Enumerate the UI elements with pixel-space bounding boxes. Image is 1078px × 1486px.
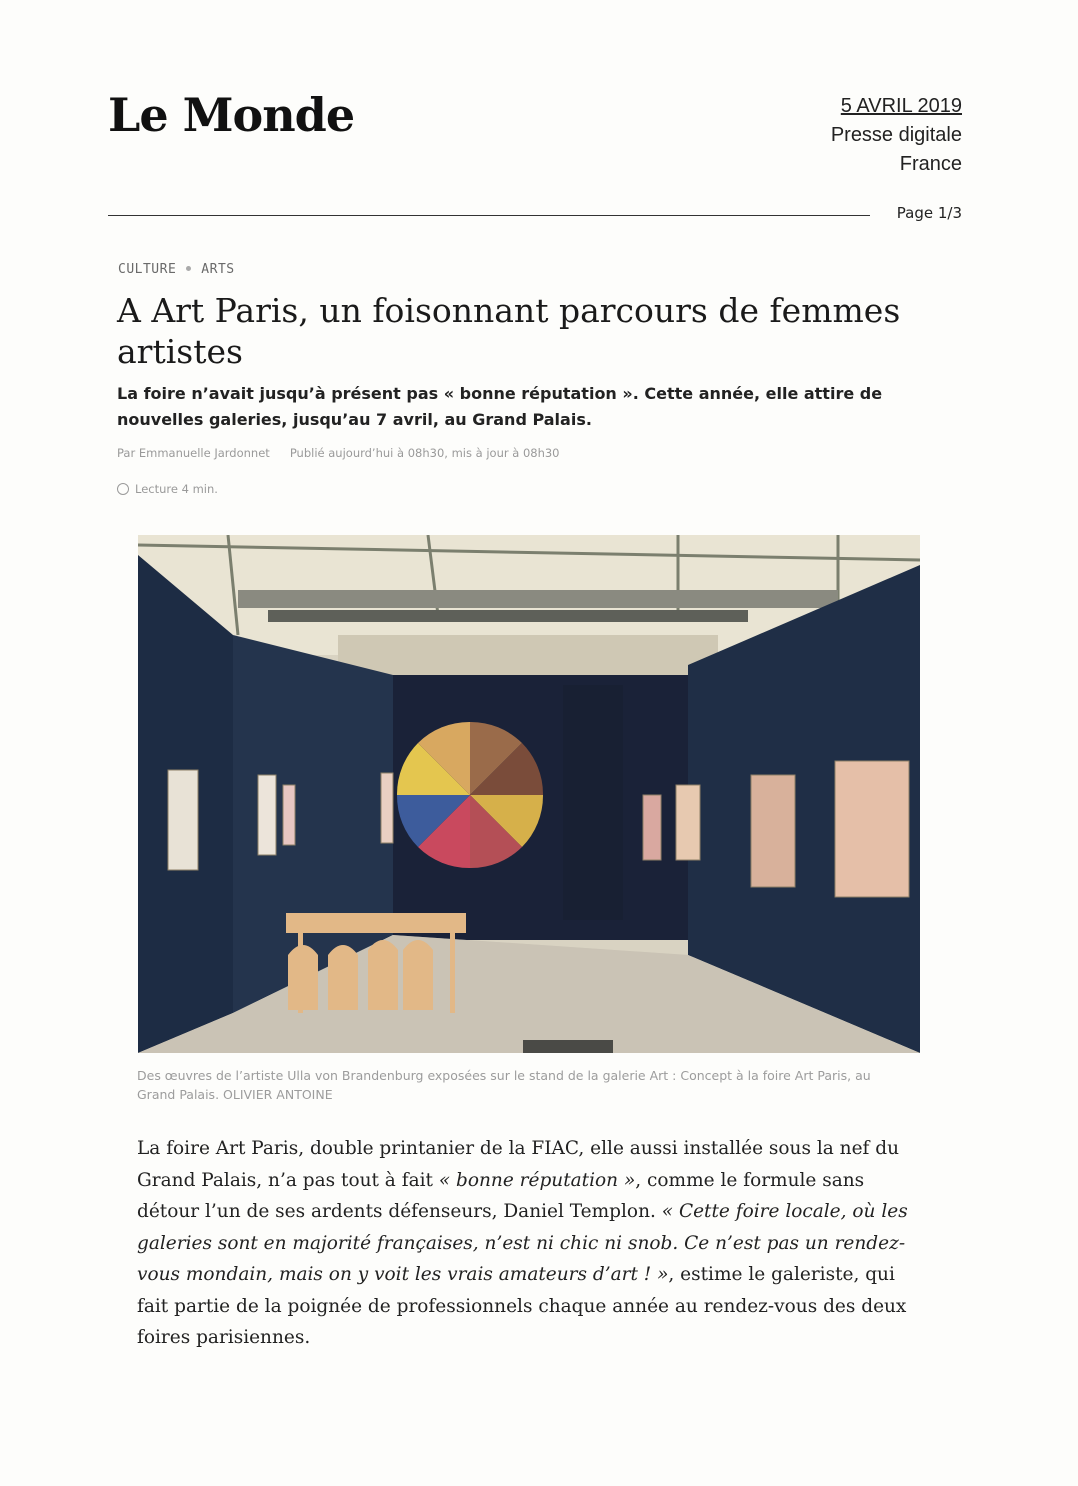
- reading-time-label: Lecture 4 min.: [135, 482, 218, 496]
- breadcrumb: [118, 262, 235, 277]
- page-number: Page 1/3: [896, 204, 962, 222]
- clock-icon: [117, 483, 129, 495]
- publish-time: Publié aujourd’hui à 08h30, mis à jour à 08h30: [289, 446, 560, 460]
- header-divider: [108, 215, 870, 216]
- body-quote-1: « bonne réputation »: [438, 1169, 636, 1191]
- byline: [117, 446, 560, 460]
- rubric-culture[interactable]: CULTURE: [118, 262, 177, 277]
- publication-country: France: [899, 153, 962, 175]
- author: Par Emmanuelle Jardonnet: [117, 446, 270, 460]
- body-text-3: , estime le galeriste, qui fait partie de la poignée de professionnels chaque année au rendez-vous des deux foires parisiennes.: [137, 1264, 907, 1348]
- article-standfirst: La foire n’avait jusqu’à présent pas « bonne réputation ». Cette année, elle attire de nouvelles galeries, jusqu’au 7 avril, au Grand Palais.: [117, 384, 883, 429]
- rubric-arts[interactable]: ARTS: [201, 262, 235, 277]
- body-text-1: La foire Art Paris, double printanier de la FIAC, elle aussi installée sous la nef du Grand Palais, n’a pas tout à fait: [137, 1138, 900, 1191]
- reading-time: [117, 482, 218, 496]
- publication-medium: Presse digitale: [830, 124, 962, 146]
- separator-dot: [186, 266, 191, 271]
- body-text-2: , comme le formule sans détour l’un de ses ardents défenseurs, Daniel Templon.: [137, 1169, 865, 1222]
- body-quote-2: « Cette foire locale, où les galeries sont en majorité françaises, n’est ni chic ni snob. Ce n’est pas un rendez-vous mondain, mais on y voit les vrais amateurs d’art ! »: [137, 1201, 908, 1285]
- article-body: [137, 1133, 927, 1354]
- publication-date: 5 AVRIL 2019: [840, 95, 962, 117]
- publication-info: [831, 92, 962, 179]
- article-title: A Art Paris, un foisonnant parcours de femmes artistes: [117, 291, 901, 371]
- masthead-logo: Le Monde: [108, 88, 355, 142]
- photo-caption: Des œuvres de l’artiste Ulla von Brandenburg exposées sur le stand de la galerie Art : Concept à la foire Art Paris, au Grand Palais. OLIVIER ANTOINE: [137, 1068, 871, 1102]
- article-photo: [138, 535, 920, 1053]
